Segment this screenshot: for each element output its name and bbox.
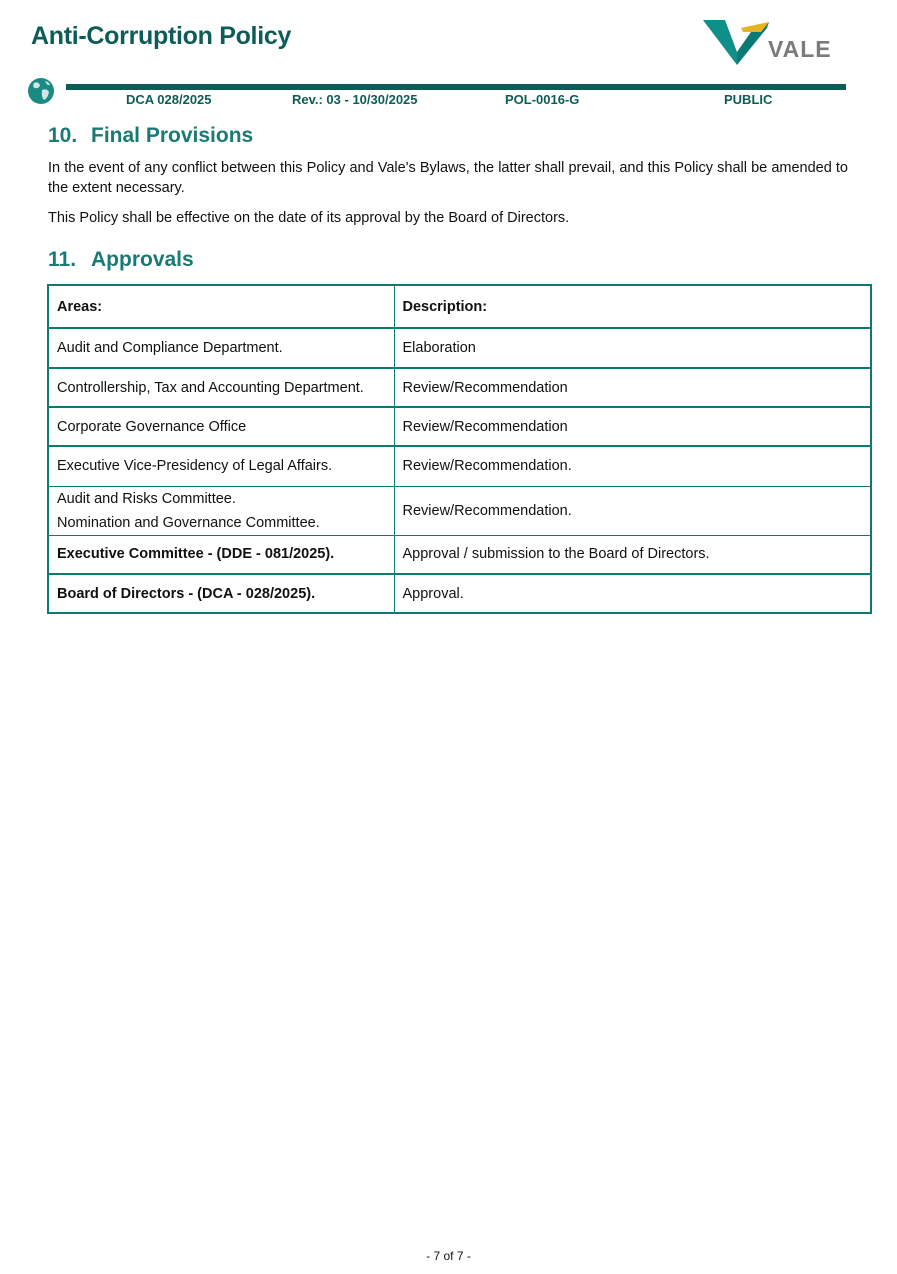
document-title: Anti-Corruption Policy	[31, 22, 292, 50]
row-area-line-2: Nomination and Governance Committee.	[57, 514, 320, 531]
row-area: Controllership, Tax and Accounting Department.	[48, 368, 394, 407]
page-number: - 7 of 7 -	[426, 1249, 471, 1263]
header-description: Description:	[394, 285, 871, 328]
section-10-number: 10.	[48, 124, 78, 147]
section-10-heading	[48, 124, 253, 148]
section-10-title: Final Provisions	[91, 124, 254, 147]
meta-revision: Rev.: 03 - 10/30/2025	[292, 92, 418, 107]
row-area: Audit and Compliance Department.	[48, 328, 394, 368]
row-area: Corporate Governance Office	[48, 407, 394, 446]
row-description: Review/Recommendation.	[394, 446, 871, 486]
row-description: Approval.	[394, 574, 871, 613]
row-area: Executive Vice-Presidency of Legal Affairs.	[48, 446, 394, 486]
row-area: Board of Directors - (DCA - 028/2025).	[48, 574, 394, 613]
header-areas: Areas:	[48, 285, 394, 328]
meta-classification: PUBLIC	[724, 92, 773, 107]
table-row	[48, 486, 871, 535]
section-11-number: 11.	[48, 248, 77, 271]
section-10-paragraph-2: This Policy shall be effective on the date of its approval by the Board of Directors.	[48, 210, 570, 226]
row-area: Executive Committee - (DDE - 081/2025).	[48, 535, 394, 574]
meta-dca: DCA 028/2025	[126, 92, 212, 107]
row-area-line-1: Audit and Risks Committee.	[57, 490, 236, 507]
row-area	[48, 486, 394, 535]
table-row	[48, 407, 871, 446]
table-row	[48, 446, 871, 486]
section-11-title: Approvals	[91, 248, 194, 271]
row-description: Elaboration	[394, 328, 871, 368]
table-row	[48, 574, 871, 613]
row-description: Review/Recommendation.	[394, 486, 871, 535]
table-header-row	[48, 285, 871, 328]
table-row	[48, 368, 871, 407]
row-description: Review/Recommendation	[394, 407, 871, 446]
table-row	[48, 535, 871, 574]
meta-code: POL-0016-G	[505, 92, 580, 107]
header-divider	[66, 84, 846, 90]
row-description: Review/Recommendation	[394, 368, 871, 407]
approvals-table	[47, 284, 872, 614]
globe-icon	[27, 77, 55, 105]
row-description: Approval / submission to the Board of Directors.	[394, 535, 871, 574]
vale-logo	[703, 16, 833, 68]
logo-text: VALE	[768, 36, 832, 62]
table-row	[48, 328, 871, 368]
section-11-heading	[48, 248, 194, 272]
vale-v-icon	[703, 18, 771, 68]
section-10-paragraph-1: In the event of any conflict between this Policy and Vale's Bylaws, the latter shall prevail, and this Policy shall be amended to the extent necessary.	[48, 160, 848, 196]
